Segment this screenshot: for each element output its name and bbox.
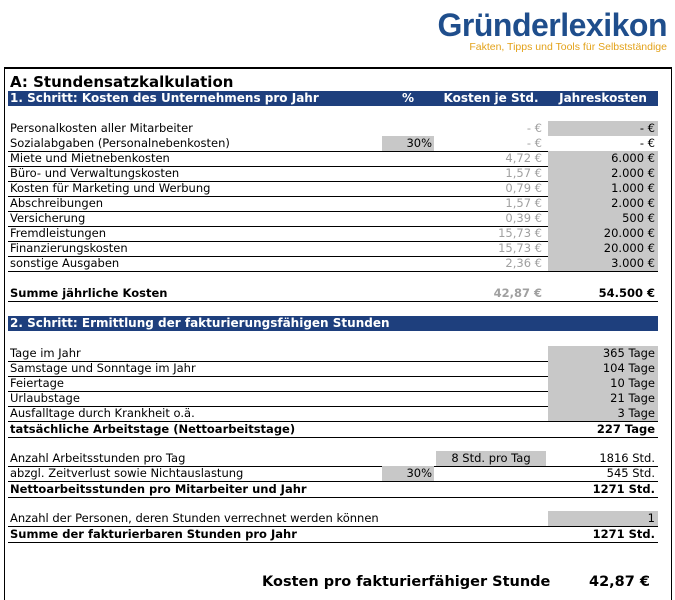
annual-cost-input[interactable]: 2.000 € bbox=[548, 166, 658, 181]
step2-header bbox=[8, 316, 658, 331]
annual-cost-input[interactable]: 1.000 € bbox=[548, 181, 658, 196]
annual-cost-input[interactable]: 20.000 € bbox=[548, 226, 658, 241]
days-label: Ausfalltage durch Krankheit o.ä. bbox=[10, 406, 195, 420]
cost-per-hour: 15,73 € bbox=[498, 241, 542, 255]
result-value: 42,87 € bbox=[588, 574, 650, 590]
days-input[interactable]: 104 Tage bbox=[548, 361, 658, 376]
cost-label: Finanzierungskosten bbox=[10, 241, 128, 255]
days-input[interactable]: 3 Tage bbox=[548, 406, 658, 421]
header-cost-per-hour: Kosten je Std. bbox=[443, 91, 539, 105]
days-row bbox=[8, 361, 658, 377]
hours-per-day-row bbox=[8, 451, 658, 467]
cost-per-hour: 15,73 € bbox=[498, 226, 542, 240]
sum-cost-per-hour: 42,87 € bbox=[493, 286, 542, 300]
annual-cost-input[interactable]: 500 € bbox=[548, 211, 658, 226]
cost-label: Fremdleistungen bbox=[10, 226, 107, 240]
days-label: Tage im Jahr bbox=[10, 346, 81, 360]
cost-label: Personalkosten aller Mitarbeiter bbox=[10, 121, 193, 135]
header-annual-cost: Jahreskosten bbox=[559, 91, 647, 105]
annual-cost-input[interactable]: - € bbox=[548, 121, 658, 136]
cost-label: Sozialabgaben (Personalnebenkosten) bbox=[10, 136, 230, 150]
cost-label: Abschreibungen bbox=[10, 196, 104, 210]
net-hours-value: 1271 Std. bbox=[592, 482, 655, 496]
cost-row bbox=[8, 136, 658, 152]
time-loss-label: abzgl. Zeitverlust sowie Nichtauslastung bbox=[10, 466, 244, 480]
days-label: Urlaubstage bbox=[10, 391, 80, 405]
header-percent: % bbox=[401, 91, 415, 105]
sheet-title: A: Stundensatzkalkulation bbox=[10, 73, 234, 91]
cost-row bbox=[8, 181, 658, 197]
cost-per-hour: 2,36 € bbox=[505, 256, 542, 270]
persons-input[interactable]: 1 bbox=[548, 511, 658, 526]
sum-annual-costs-row bbox=[8, 286, 658, 302]
net-workdays-row bbox=[8, 421, 658, 438]
step2-header-label: 2. Schritt: Ermittlung der fakturierungsfähigen Stunden bbox=[10, 316, 390, 330]
logo bbox=[438, 8, 668, 53]
annual-cost: - € bbox=[639, 136, 655, 150]
days-row bbox=[8, 346, 658, 362]
cost-per-hour: - € bbox=[526, 136, 542, 150]
cost-label: Büro- und Verwaltungskosten bbox=[10, 166, 180, 180]
logo-title: Gründerlexikon bbox=[437, 7, 667, 43]
days-label: Feiertage bbox=[10, 376, 64, 390]
cost-row bbox=[8, 226, 658, 242]
cost-row bbox=[8, 151, 658, 167]
result-row bbox=[8, 572, 658, 592]
days-input[interactable]: 21 Tage bbox=[548, 391, 658, 406]
sum-annual-cost: 54.500 € bbox=[598, 286, 655, 300]
annual-cost-input[interactable]: 6.000 € bbox=[548, 151, 658, 166]
cost-per-hour: - € bbox=[526, 121, 542, 135]
days-input[interactable]: 10 Tage bbox=[548, 376, 658, 391]
hours-total: 1816 Std. bbox=[599, 451, 655, 465]
time-loss-value: 545 Std. bbox=[606, 466, 655, 480]
percent-input[interactable]: 30% bbox=[382, 136, 434, 151]
result-label: Kosten pro fakturierfähiger Stunde bbox=[262, 574, 551, 590]
cost-per-hour: 1,57 € bbox=[505, 196, 542, 210]
time-loss-percent-input[interactable]: 30% bbox=[382, 466, 434, 481]
days-row bbox=[8, 406, 658, 421]
billable-hours-value: 1271 Std. bbox=[592, 527, 655, 541]
net-workdays-label: tatsächliche Arbeitstage (Nettoarbeitstage) bbox=[10, 422, 296, 436]
days-row bbox=[8, 376, 658, 392]
net-hours-row bbox=[8, 481, 658, 498]
hours-label: Anzahl Arbeitsstunden pro Tag bbox=[10, 451, 186, 465]
step1-header bbox=[8, 91, 658, 106]
billable-hours-label: Summe der fakturierbaren Stunden pro Jahr bbox=[10, 527, 297, 541]
annual-cost-input[interactable]: 3.000 € bbox=[548, 256, 658, 271]
cost-row bbox=[8, 166, 658, 182]
cost-label: Kosten für Marketing und Werbung bbox=[10, 181, 211, 195]
cost-label: sonstige Ausgaben bbox=[10, 256, 120, 270]
cost-per-hour: 1,57 € bbox=[505, 166, 542, 180]
cost-per-hour: 0,39 € bbox=[505, 211, 542, 225]
days-row bbox=[8, 391, 658, 407]
persons-row bbox=[8, 511, 658, 526]
days-label: Samstage und Sonntage im Jahr bbox=[10, 361, 196, 375]
days-input[interactable]: 365 Tage bbox=[548, 346, 658, 361]
logo-subtitle: Fakten, Tipps und Tools für Selbstständige bbox=[469, 41, 667, 53]
cost-row bbox=[8, 256, 658, 272]
persons-label: Anzahl der Personen, deren Stunden verrechnet werden können bbox=[10, 511, 379, 525]
net-hours-label: Nettoarbeitsstunden pro Mitarbeiter und Jahr bbox=[10, 482, 307, 496]
cost-label: Versicherung bbox=[10, 211, 86, 225]
cost-label: Miete und Mietnebenkosten bbox=[10, 151, 170, 165]
hours-per-day-input[interactable]: 8 Std. pro Tag bbox=[436, 451, 546, 466]
time-loss-row bbox=[8, 466, 658, 481]
cost-row bbox=[8, 196, 658, 212]
sum-label: Summe jährliche Kosten bbox=[10, 286, 168, 300]
cost-row bbox=[8, 241, 658, 257]
billable-hours-sum-row bbox=[8, 526, 658, 543]
annual-cost-input[interactable]: 2.000 € bbox=[548, 196, 658, 211]
cost-row bbox=[8, 121, 658, 136]
annual-cost-input[interactable]: 20.000 € bbox=[548, 241, 658, 256]
net-workdays-value: 227 Tage bbox=[596, 422, 655, 436]
cost-per-hour: 0,79 € bbox=[505, 181, 542, 195]
step1-header-label: 1. Schritt: Kosten des Unternehmens pro Jahr bbox=[10, 91, 319, 105]
cost-row bbox=[8, 211, 658, 227]
cost-per-hour: 4,72 € bbox=[505, 151, 542, 165]
